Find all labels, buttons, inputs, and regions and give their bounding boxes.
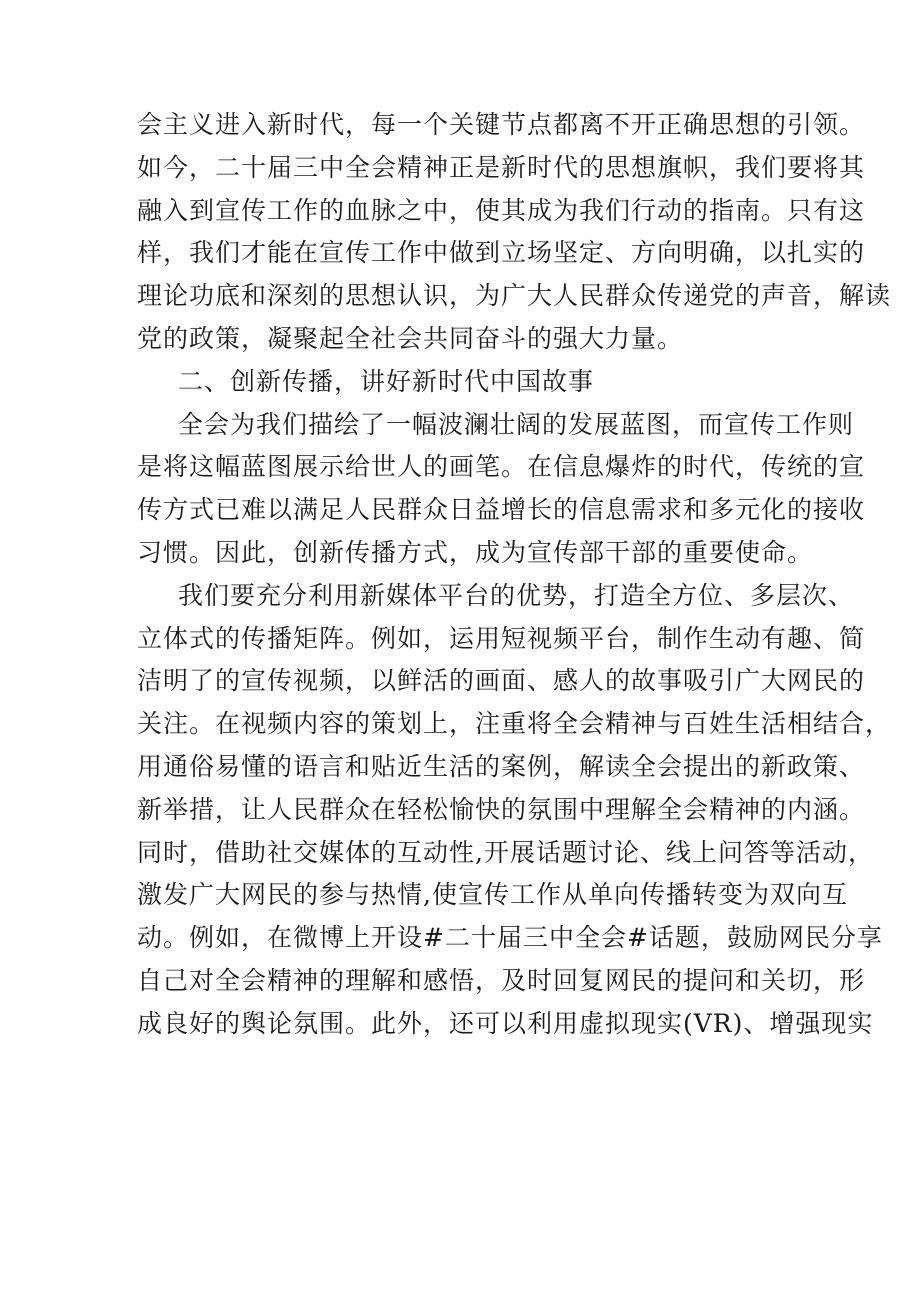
body-text-line: 传方式已难以满足人民群众日益增长的信息需求和多元化的接收 [137,495,866,525]
body-text-line: 立体式的传播矩阵。例如，运用短视频平台，制作生动有趣、简 [137,623,866,653]
body-text-line: 关注。在视频内容的策划上，注重将全会精神与百姓生活相结合， [137,709,892,739]
body-text-line: 我们要充分利用新媒体平台的优势，打造全方位、多层次、 [178,580,855,610]
body-text-line: 同时，借助社交媒体的互动性,开展话题讨论、线上问答等活动， [137,837,874,867]
body-text-line: 激发广大网民的参与热情,使宣传工作从单向传播转变为双向互 [137,880,848,910]
body-text-line: 如今，二十届三中全会精神正是新时代的思想旗帜，我们要将其 [137,152,866,182]
body-text-line: 新举措，让人民群众在轻松愉快的氛围中理解全会精神的内涵。 [137,794,866,824]
body-text-line: 全会为我们描绘了一幅波澜壮阔的发展蓝图，而宣传工作则 [178,409,855,439]
body-text-line: 自己对全会精神的理解和感悟，及时回复网民的提问和关切，形 [137,965,866,995]
body-text-line: 洁明了的宣传视频，以鲜活的画面、感人的故事吸引广大网民的 [137,666,866,696]
body-text-line: 成良好的舆论氛围。此外，还可以利用虚拟现实(VR)、增强现实 [137,1008,874,1038]
document-body [137,104,892,1046]
section-heading: 二、创新传播，讲好新时代中国故事 [178,366,595,396]
body-text-line: 理论功底和深刻的思想认识，为广大人民群众传递党的声音，解读 [137,281,892,311]
body-text-line: 是将这幅蓝图展示给世人的画笔。在信息爆炸的时代，传统的宣 [137,452,866,482]
body-text-line: 动。例如，在微博上开设#二十届三中全会#话题，鼓励网民分享 [137,923,883,953]
body-text-line: 党的政策，凝聚起全社会共同奋斗的强大力量。 [137,323,684,353]
body-text-line: 样，我们才能在宣传工作中做到立场坚定、方向明确，以扎实的 [137,238,866,268]
body-text-line: 融入到宣传工作的血脉之中，使其成为我们行动的指南。只有这 [137,195,866,225]
body-text-line: 用通俗易懂的语言和贴近生活的案例，解读全会提出的新政策、 [137,751,866,781]
body-text-line: 习惯。因此，创新传播方式，成为宣传部干部的重要使命。 [137,537,814,567]
body-text-line: 会主义进入新时代，每一个关键节点都离不开正确思想的引领。 [137,110,866,139]
